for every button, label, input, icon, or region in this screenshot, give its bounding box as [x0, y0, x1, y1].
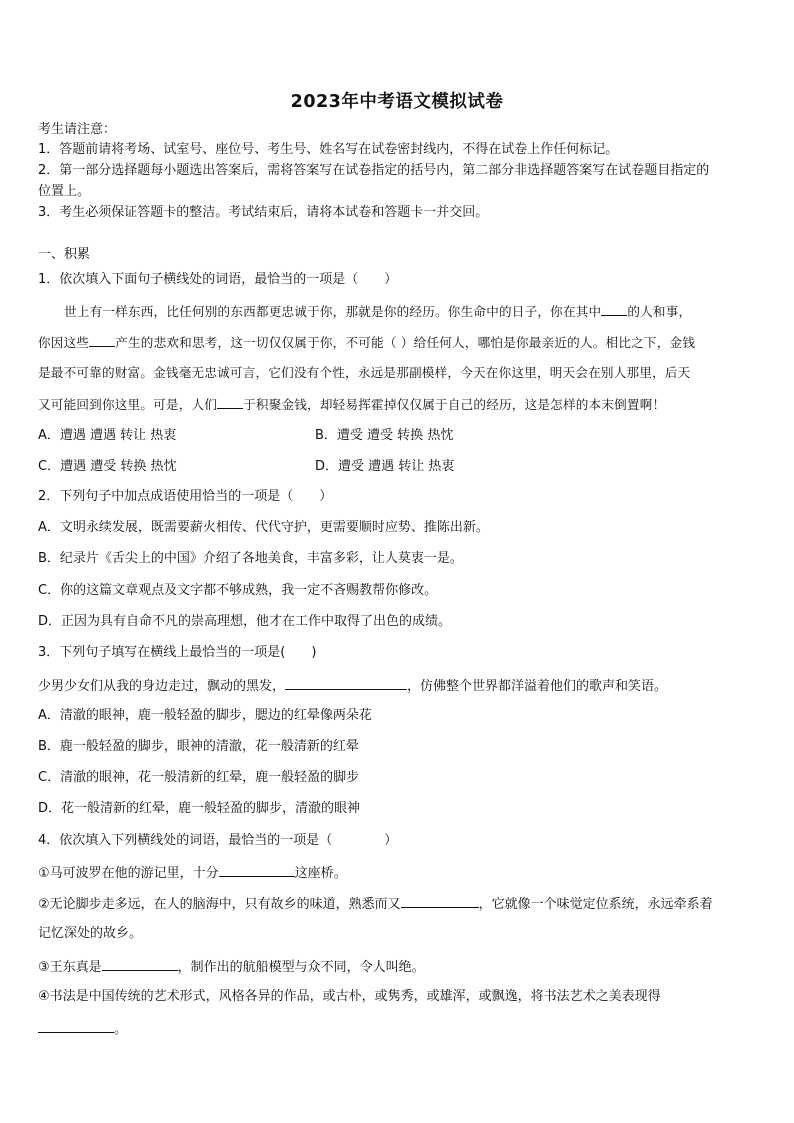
- q4-item-text: ③王东真是: [38, 960, 102, 975]
- notice-line-3: 3．考生必须保证答题卡的整洁。考试结束后，请将本试卷和答题卡一并交回。: [38, 205, 489, 220]
- q1-passage-line-3: 是最不可靠的财富。金钱毫无忠诚可言，它们没有个性，永远是那副模样，今天在你这里，明天会在别人那里，后天: [38, 365, 691, 380]
- q2-option-d: D．正因为具有自命不凡的崇高理想，他才在工作中取得了出色的成绩。: [38, 614, 452, 629]
- q3-stem: 3．下列句子填写在横线上最恰当的一项是( ): [38, 645, 317, 660]
- q1-passage-text: 你因这些: [38, 335, 90, 350]
- q4-blank-2: [401, 895, 479, 908]
- q1-option-c: C．遭遇 遭受 转换 热忱: [38, 459, 177, 474]
- q1-passage-text: 于积聚金钱，却轻易挥霍掉仅仅属于自己的经历，这是怎样的本末倒置啊！: [243, 397, 666, 412]
- q1-stem: 1．依次填入下面句子横线处的词语，最恰当的一项是（ ）: [38, 272, 398, 287]
- q4-item-text: ，它就像一个味觉定位系统，永远牵系着: [478, 897, 713, 912]
- notice-line-1: 1．答题前请将考场、试室号、座位号、考生号、姓名写在试卷密封线内，不得在试卷上作任何标记。: [38, 142, 619, 157]
- notice-line-2: 2．第一部分选择题每小题选出答案后，需将答案写在试卷指定的括号内，第二部分非选择题答案写在试卷题目指定的: [38, 163, 710, 178]
- q4-item-4-cont: [38, 1020, 127, 1038]
- q2-stem: 2．下列句子中加点成语使用恰当的一项是（ ）: [38, 489, 333, 504]
- q4-item-3: [38, 958, 425, 976]
- q2-option-b: B．纪录片《舌尖上的中国》介绍了各地美食，丰富多彩，让人莫衷一是。: [38, 551, 463, 566]
- q1-option-b: B．遭受 遭受 转换 热忱: [315, 428, 454, 443]
- q1-passage-text: 又可能回到你这里。可是，人们: [38, 397, 218, 412]
- q4-item-4: ④书法是中国传统的艺术形式，风格各异的作品，或古朴，或隽秀，或雄浑，或飘逸，将书法艺术之美表现得: [38, 989, 661, 1004]
- q4-item-2: [38, 895, 713, 913]
- q3-sentence-text: ，仿佛整个世界都洋溢着他们的歌声和笑语。: [407, 679, 668, 694]
- q4-item-text: ①马可波罗在他的游记里，十分: [38, 866, 219, 881]
- exam-title: 2023年中考语文模拟试卷: [290, 92, 504, 112]
- q4-blank-4: [38, 1020, 114, 1033]
- notice-heading: 考生请注意：: [38, 122, 117, 137]
- q1-blank-4: [217, 396, 243, 409]
- q1-passage-line-2: [38, 334, 695, 351]
- q4-item-1: [38, 864, 347, 882]
- q4-item-2-cont: 记忆深处的故乡。: [38, 926, 143, 941]
- q1-passage-text: 世上有一样东西，比任何别的东西都更忠诚于你，那就是你的经历。你生命中的日子，你在其中: [64, 304, 602, 319]
- q4-stem: 4．依次填入下列横线处的词语，最恰当的一项是（ ）: [38, 833, 398, 848]
- q4-item-text: ，制作出的航船模型与众不同，令人叫绝。: [177, 960, 425, 975]
- q4-blank-1: [219, 864, 295, 877]
- q2-option-a: A．文明永续发展，既需要薪火相传、代代守护，更需要顺时应势、推陈出新。: [38, 520, 489, 535]
- q4-item-text: ②无论脚步走多远，在人的脑海中，只有故乡的味道，熟悉而又: [38, 897, 401, 912]
- section-heading: 一、积累: [38, 247, 91, 262]
- q1-blank-1: [601, 303, 627, 316]
- q4-blank-3: [102, 958, 178, 971]
- notice-line-2-cont: 位置上。: [38, 184, 91, 199]
- q3-option-a: A．清澈的眼神，鹿一般轻盈的脚步，腮边的红晕像两朵花: [38, 708, 372, 723]
- q3-option-b: B．鹿一般轻盈的脚步，眼神的清澈，花一般清新的红晕: [38, 739, 359, 754]
- q3-blank: [285, 677, 407, 690]
- q1-passage-line-4: [38, 396, 665, 413]
- q1-passage-text: 产生的悲欢和思考，这一切仅仅属于你，不可能（ ）给任何人，哪怕是你最亲近的人。相比之下，金钱: [115, 335, 696, 350]
- q3-option-c: C．清澈的眼神，花一般清新的红晕，鹿一般轻盈的脚步: [38, 770, 360, 785]
- q3-option-d: D．花一般清新的红晕，鹿一般轻盈的脚步，清澈的眼神: [38, 801, 361, 816]
- q1-option-d: D．遭受 遭遇 转让 热衷: [315, 459, 455, 474]
- q1-passage-line-1: [64, 303, 691, 320]
- q4-item-text: 这座桥。: [294, 866, 347, 881]
- q4-item-text: 。: [114, 1022, 128, 1037]
- q3-sentence: [38, 677, 667, 695]
- q1-blank-2: [89, 334, 115, 347]
- q2-option-c: C．你的这篇文章观点及文字都不够成熟，我一定不吝赐教帮你修改。: [38, 583, 438, 598]
- q1-option-a: A．遭遇 遭遇 转让 热衷: [38, 428, 177, 443]
- q3-sentence-text: 少男少女们从我的身边走过，飘动的黑发，: [38, 679, 286, 694]
- q1-passage-text: 的人和事，: [627, 304, 692, 319]
